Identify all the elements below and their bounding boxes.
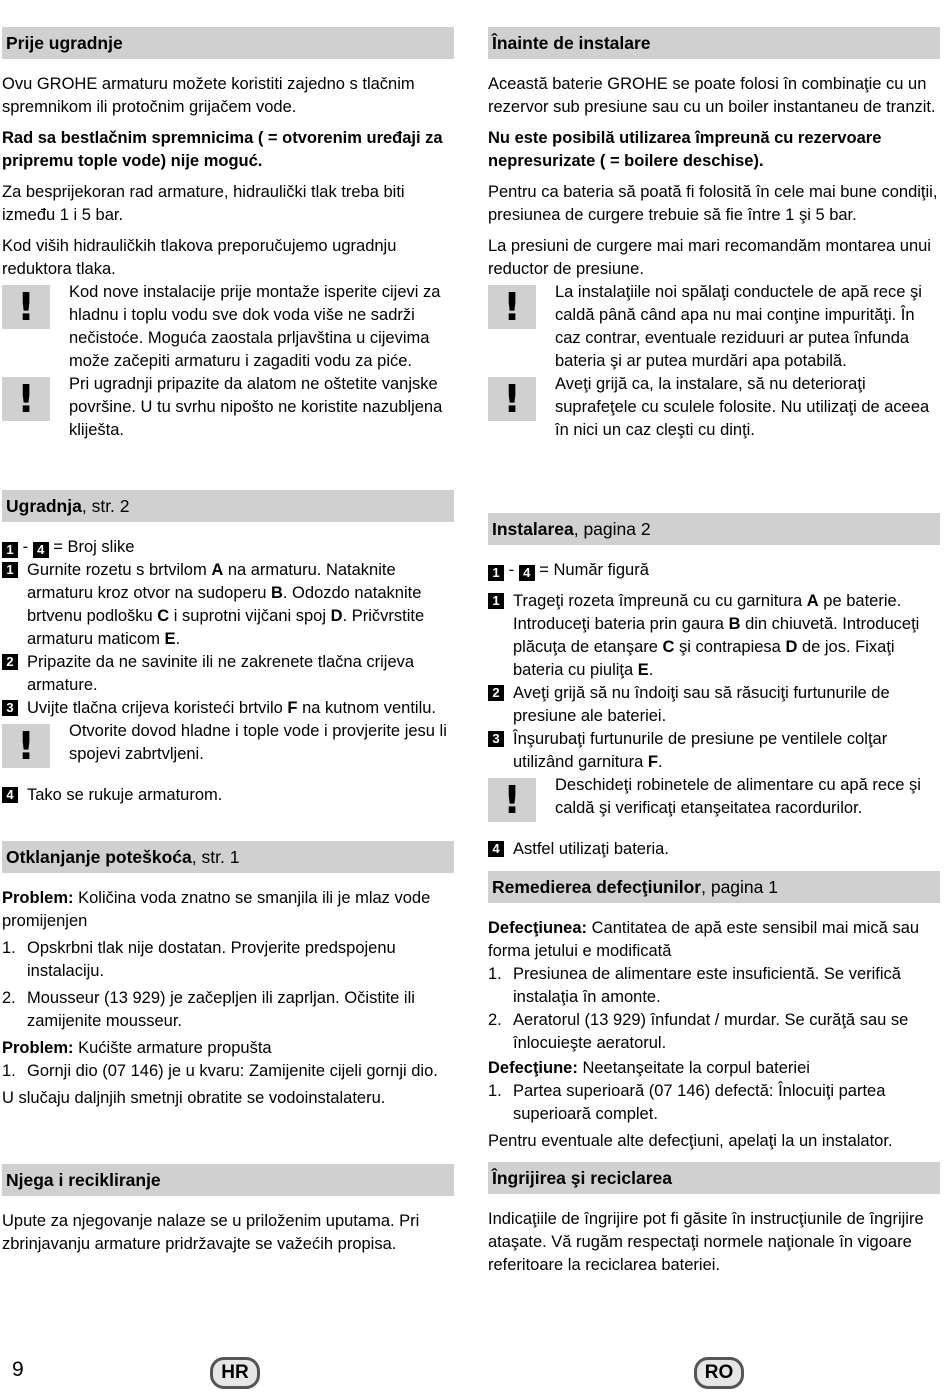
- exclamation-icon: !: [2, 285, 50, 329]
- warning-text: Otvorite dovod hladne i tople vode i provjerite jesu li spojevi zabrtvljeni.: [69, 722, 447, 763]
- warning-note: [488, 774, 940, 820]
- problem-statement: Defecţiune: Neetanşeitate la corpul bateriei: [488, 1059, 810, 1077]
- language-badge-hr: HR: [210, 1357, 260, 1389]
- step-2: 2 Pripazite da ne savinite ili ne zakrenete tlačna crijeva armature.: [2, 651, 454, 697]
- step-number-badge: 1: [488, 565, 504, 581]
- figure-range: 1 - 4 = Număr figură: [488, 559, 940, 582]
- step-4: 4 Astfel utilizaţi bateria.: [488, 838, 940, 861]
- warning-text: Aveţi grijă ca, la instalare, să nu deterioraţi suprafeţele cu sculele folosite. Nu utilizaţi de aceea în nici un caz cleşti cu dinţi.: [555, 375, 930, 439]
- step-3: 3 Înşurubaţi furtunurile de presiune pe ventilele colţar utilizând garnitura F.: [488, 728, 940, 774]
- warning-note: [488, 281, 940, 373]
- step-4: 4 Tako se rukuje armaturom.: [2, 784, 454, 807]
- step-1: 1 Gurnite rozetu s brtvilom A na armaturu. Nataknite armaturu kroz otvor na sudoperu B. Odozdo nataknite brtvenu podlošku C i suprotni vijčani spoj D. Pričvrstite armaturu maticom E.: [2, 559, 454, 651]
- warning-note: [2, 281, 454, 373]
- step-number-badge: 1: [2, 542, 18, 558]
- paragraph-bold: Nu este posibilă utilizarea împreună cu rezervoare nepresurizate ( = boilere deschise).: [488, 129, 882, 170]
- step-number-badge: 2: [488, 685, 504, 701]
- problem-statement: Problem: Kućište armature propušta: [2, 1039, 272, 1057]
- section-otklanjanje: [2, 841, 454, 1110]
- language-badge-ro: RO: [694, 1357, 744, 1389]
- section-heading: Otklanjanje poteškoća, str. 1: [2, 841, 454, 873]
- section-ugradnja: [2, 490, 454, 807]
- problem-statement: Defecţiunea: Cantitatea de apă este sensibil mai mică sau forma jetului e modificată: [488, 919, 920, 960]
- step-number-badge: 4: [488, 841, 504, 857]
- exclamation-icon: !: [488, 778, 536, 822]
- paragraph: U slučaju daljnjih smetnji obratite se vodoinstalateru.: [2, 1089, 386, 1107]
- warning-note: [2, 373, 454, 442]
- warning-text: La instalaţiile noi spălaţi conductele de apă rece şi caldă până când apa nu mai conţine impurităţi. În caz contrar, eventuale reziduuri ar putea înfunda bateria şi ar putea murdări apa potabilă.: [555, 283, 922, 370]
- page-number: 9: [12, 1358, 24, 1381]
- section-remedierea: [488, 871, 940, 1153]
- paragraph: La presiuni de curgere mai mari recomandăm montarea unui reductor de presiune.: [488, 237, 931, 278]
- paragraph-bold: Rad sa bestlačnim spremnicima ( = otvorenim uređaji za pripremu tople vode) nije moguć.: [2, 129, 443, 170]
- step-number-badge: 3: [2, 700, 18, 716]
- paragraph: Pentru eventuale alte defecţiuni, apelaţi la un instalator.: [488, 1132, 893, 1150]
- paragraph: Indicaţiile de îngrijire pot fi găsite în instrucţiunile de îngrijire ataşate. Vă rugăm respectaţi normele naţionale în vigoare referitoare la reciclarea bateriei.: [488, 1210, 924, 1274]
- exclamation-icon: !: [2, 724, 50, 768]
- section-njega: [2, 1164, 454, 1256]
- paragraph: Kod viših hidrauličkih tlakova preporučujemo ugradnju reduktora tlaka.: [2, 237, 397, 278]
- paragraph: Această baterie GROHE se poate folosi în combinaţie cu un rezervor sub presiune sau cu un boiler instantaneu de tranzit.: [488, 75, 936, 116]
- exclamation-icon: !: [488, 285, 536, 329]
- section-prije-ugradnje: [2, 27, 454, 442]
- section-instalarea: [488, 513, 940, 861]
- list-item: 2. Aeratorul (13 929) înfundat / murdar. Se curăţă sau se înlocuieşte aeratorul.: [488, 1011, 909, 1052]
- section-heading: Ugradnja, str. 2: [2, 490, 454, 522]
- section-heading: Remedierea defecţiunilor, pagina 1: [488, 871, 940, 903]
- warning-text: Pri ugradnji pripazite da alatom ne oštetite vanjske površine. U tu svrhu nipošto ne koristite nazubljena kliješta.: [69, 375, 443, 439]
- paragraph: Za besprijekoran rad armature, hidraulički tlak treba biti između 1 i 5 bar.: [2, 183, 405, 224]
- step-number-badge: 4: [2, 787, 18, 803]
- step-number-badge: 1: [488, 593, 504, 609]
- exclamation-icon: !: [2, 377, 50, 421]
- section-heading: Njega i recikliranje: [2, 1164, 454, 1196]
- step-1: 1 Trageţi rozeta împreună cu cu garnitura A pe baterie. Introduceţi bateria prin gaura B din chiuvetă. Introduceţi plăcuţa de etanşare C şi contrapiesa D de jos. Fixaţi bateria cu piuliţa E.: [488, 590, 940, 682]
- section-inainte-de-instalare: [488, 27, 940, 442]
- section-ingrijirea: [488, 1162, 940, 1277]
- warning-note: [488, 373, 940, 442]
- figure-range: 1 - 4 = Broj slike: [2, 536, 454, 559]
- step-number-badge: 4: [519, 565, 535, 581]
- step-number-badge: 1: [2, 562, 18, 578]
- list-item: 1. Partea superioară (07 146) defectă: Înlocuiţi partea superioară complet.: [488, 1082, 886, 1123]
- warning-text: Deschideţi robinetele de alimentare cu apă rece şi caldă şi verificaţi etanşeitatea racordurilor.: [555, 776, 921, 817]
- exclamation-icon: !: [488, 377, 536, 421]
- list-item: 1. Opskrbni tlak nije dostatan. Provjerite predspojenu instalaciju.: [2, 939, 396, 980]
- warning-text: Kod nove instalacije prije montaže isperite cijevi za hladnu i toplu vodu sve dok voda više ne sadrži nečistoće. Moguća zaostala prljavština u cijevima može začepiti armaturu i zagaditi vodu za piće.: [69, 283, 441, 370]
- paragraph: Ovu GROHE armaturu možete koristiti zajedno s tlačnim spremnikom ili protočnim grijačem vode.: [2, 75, 415, 116]
- paragraph: Pentru ca bateria să poată fi folosită în cele mai bune condiţii, presiunea de curgere trebuie să fie între 1 şi 5 bar.: [488, 183, 938, 224]
- step-3: 3 Uvijte tlačna crijeva koristeći brtvilo F na kutnom ventilu.: [2, 697, 454, 720]
- section-heading: Prije ugradnje: [2, 27, 454, 59]
- step-number-badge: 3: [488, 731, 504, 747]
- section-heading: Instalarea, pagina 2: [488, 513, 940, 545]
- step-2: 2 Aveţi grijă să nu îndoiţi sau să răsuciţi furtunurile de presiune ale bateriei.: [488, 682, 940, 728]
- section-heading: Înainte de instalare: [488, 27, 940, 59]
- list-item: 1. Presiunea de alimentare este insuficientă. Se verifică instalaţia în amonte.: [488, 965, 901, 1006]
- list-item: 1. Gornji dio (07 146) je u kvaru: Zamijenite cijeli gornji dio.: [2, 1062, 438, 1080]
- section-heading: Îngrijirea şi reciclarea: [488, 1162, 940, 1194]
- step-number-badge: 4: [33, 542, 49, 558]
- paragraph: Upute za njegovanje nalaze se u priloženim uputama. Pri zbrinjavanju armature pridržavajte se važećih propisa.: [2, 1212, 420, 1253]
- warning-note: [2, 720, 454, 766]
- problem-statement: Problem: Količina voda znatno se smanjila ili je mlaz vode promijenjen: [2, 889, 431, 930]
- step-number-badge: 2: [2, 654, 18, 670]
- list-item: 2. Mousseur (13 929) je začepljen ili zaprljan. Očistite ili zamijenite mousseur.: [2, 989, 415, 1030]
